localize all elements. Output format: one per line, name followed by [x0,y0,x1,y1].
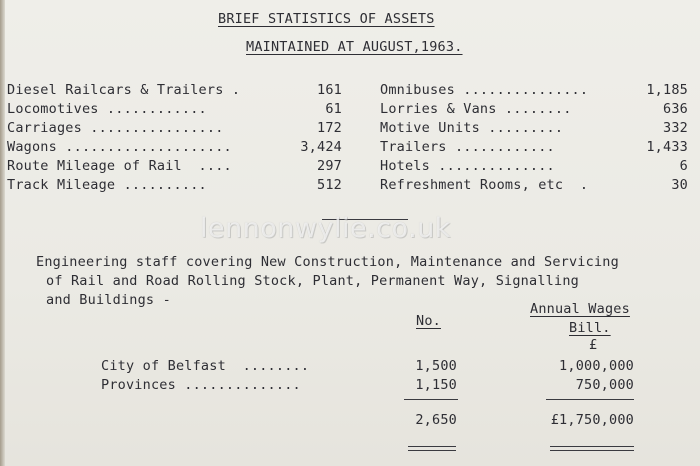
engineering-paragraph-line: of Rail and Road Rolling Stock, Plant, Permanent Way, Signalling [46,273,579,289]
column-header-no: No. [416,313,441,329]
table-row-label: City of Belfast ........ [101,358,310,374]
asset-value: 30 [671,177,688,193]
asset-label: Locomotives ............ [7,101,207,117]
table-row-label: Provinces .............. [101,377,301,393]
asset-value: 1,433 [646,139,688,155]
engineering-paragraph-line: Engineering staff covering New Construction, Maintenance and Servicing [36,254,619,270]
table-row-no: 1,500 [415,358,457,374]
asset-value: 161 [317,82,342,98]
title-line-2: MAINTAINED AT AUGUST,1963. [246,39,463,55]
table-row-wages: 1,000,000 [559,358,634,374]
total-no: 2,650 [415,412,457,428]
asset-value: 512 [317,177,342,193]
asset-value: 332 [663,120,688,136]
asset-value: 172 [317,120,342,136]
asset-label: Motive Units ......... [380,120,564,136]
currency-symbol: £ [589,337,598,353]
asset-label: Carriages ................ [7,120,224,136]
column-header-wages-bill: Bill. [569,320,611,336]
asset-label: Lorries & Vans ........ [380,101,572,117]
table-row-wages: 750,000 [575,377,634,393]
total-double-rule-wages [550,446,634,451]
asset-label: Refreshment Rooms, etc . [380,177,589,193]
column-header-wages: Annual Wages [530,301,630,317]
asset-label: Wagons .................... [7,139,232,155]
table-row-no: 1,150 [415,377,457,393]
asset-value: 3,424 [300,139,342,155]
asset-label: Diesel Railcars & Trailers . [7,82,241,98]
total-wages: £1,750,000 [550,412,634,428]
asset-label: Omnibuses ............... [380,82,589,98]
asset-label: Route Mileage of Rail .... [7,158,232,174]
watermark: lennonwylie.co.uk [200,213,451,244]
asset-label: Track Mileage .......... [7,177,207,193]
engineering-paragraph-line: and Buildings - [46,292,171,308]
asset-value: 6 [679,158,688,174]
subtotal-rule-wages [546,399,634,400]
asset-label: Hotels .............. [380,158,555,174]
asset-value: 1,185 [646,82,688,98]
asset-value: 636 [663,101,688,117]
title-line-1: BRIEF STATISTICS OF ASSETS [218,11,435,27]
asset-label: Trailers ............ [380,139,555,155]
asset-value: 61 [325,101,342,117]
asset-value: 297 [317,158,342,174]
total-double-rule-no [408,446,456,451]
subtotal-rule-no [404,399,458,400]
